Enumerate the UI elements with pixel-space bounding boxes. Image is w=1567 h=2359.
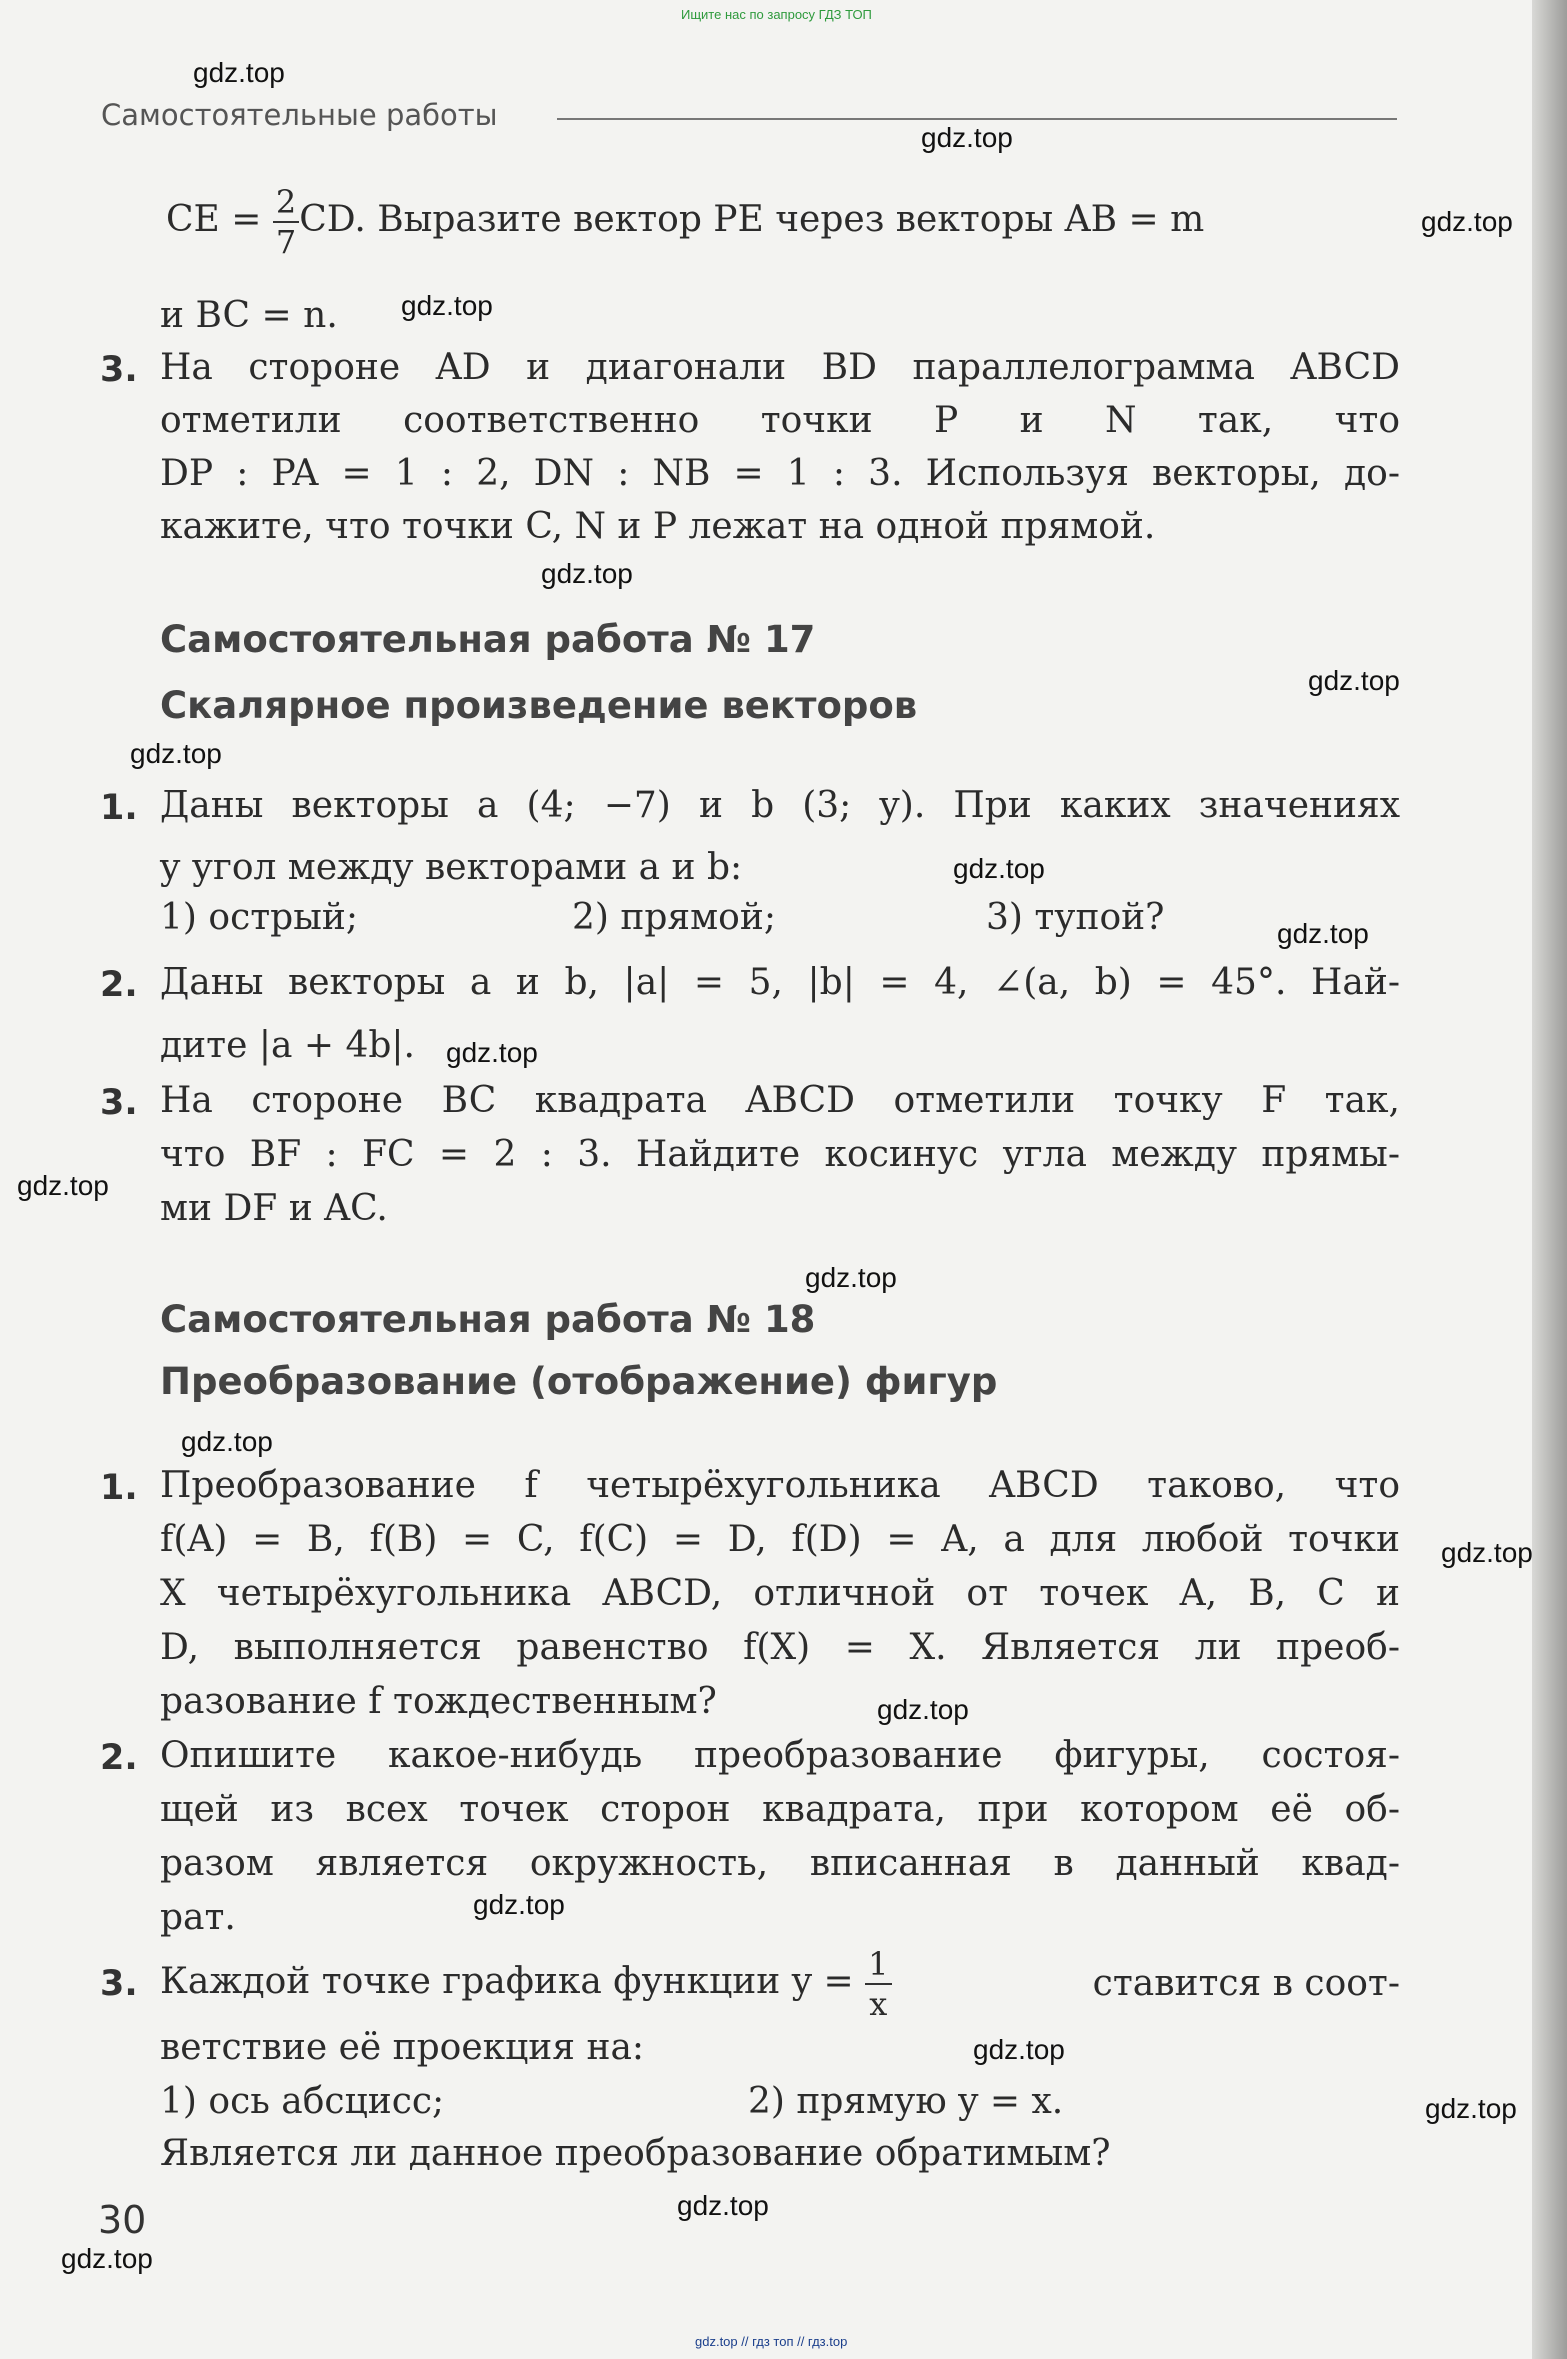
watermark: gdz.top: [61, 2243, 153, 2274]
task-line: На стороне BC квадрата ABCD отметили точку F так,: [160, 1080, 1400, 1121]
task-line: На стороне AD и диагонали BD параллелограмма ABCD: [160, 347, 1400, 388]
watermark: gdz.top: [541, 558, 633, 589]
watermark: gdz.top: [921, 122, 1013, 153]
watermark: gdz.top: [181, 1426, 273, 1457]
task-number: 1.: [100, 788, 138, 828]
watermark: gdz.top: [1277, 918, 1369, 949]
task-line: кажите, что точки C, N и P лежат на одной прямой.: [160, 506, 1156, 547]
page-number: 30: [98, 2198, 147, 2242]
task-line: D, выполняется равенство f(X) = X. Является ли преоб-: [160, 1627, 1400, 1668]
page-edge-shadow: [1532, 0, 1567, 2359]
fraction: $\frac{1}{x}$: [865, 1948, 891, 2020]
watermark: gdz.top: [1425, 2093, 1517, 2124]
watermark: gdz.top: [805, 1262, 897, 1293]
task-line: f(A) = B, f(B) = C, f(C) = D, f(D) = A, а для любой точки: [160, 1519, 1400, 1560]
header-rule: [557, 118, 1397, 120]
watermark: gdz.top: [446, 1037, 538, 1068]
task-line: ми DF и AC.: [160, 1188, 388, 1229]
answer-option: 2) прямую y = x.: [748, 2081, 1064, 2122]
task-line: щей из всех точек сторон квадрата, при котором её об-: [160, 1789, 1400, 1830]
task-line: рат.: [160, 1897, 236, 1938]
answer-option: 1) ось абсцисс;: [160, 2081, 445, 2122]
watermark: gdz.top: [877, 1694, 969, 1725]
answer-option: 1) острый;: [160, 897, 358, 938]
bottom-watermark: gdz.top // гдз топ // гдз.top: [695, 2334, 848, 2349]
task-line: ветствие её проекция на:: [160, 2027, 645, 2068]
section-heading: Самостоятельная работа № 18: [160, 1298, 816, 1341]
task-number: 3.: [100, 350, 138, 390]
task-line: и BC = n.: [160, 295, 338, 336]
watermark: gdz.top: [973, 2034, 1065, 2065]
section-title: Преобразование (отображение) фигур: [160, 1360, 998, 1403]
watermark: gdz.top: [130, 738, 222, 769]
task-number: 3.: [100, 1964, 138, 2004]
watermark: gdz.top: [193, 57, 285, 88]
task-line: X четырёхугольника ABCD, отличной от точек A, B, C и: [160, 1573, 1400, 1614]
watermark: gdz.top: [677, 2190, 769, 2221]
task-line: что BF : FC = 2 : 3. Найдите косинус угла между прямы-: [160, 1134, 1400, 1175]
task-number: 1.: [100, 1468, 138, 1508]
watermark: gdz.top: [401, 290, 493, 321]
task-line: дите |a + 4b|.: [160, 1025, 415, 1066]
task-line: Каждой точке графика функции y = $\frac{1}{x}$ ставится в соот-: [160, 1945, 1400, 2023]
task-number: 2.: [100, 965, 138, 1005]
watermark: gdz.top: [17, 1170, 109, 1201]
running-header: Самостоятельные работы: [101, 98, 498, 132]
task-line: Даны векторы a (4; −7) и b (3; y). При каких значениях: [160, 785, 1400, 826]
task-line: Опишите какое-нибудь преобразование фигуры, состоя-: [160, 1735, 1400, 1776]
fraction: $\frac{2}{7}$: [273, 186, 299, 258]
top-watermark: Ищите нас по запросу ГДЗ ТОП: [681, 7, 872, 22]
task-line: y угол между векторами a и b:: [160, 847, 743, 888]
section-title: Скалярное произведение векторов: [160, 684, 918, 727]
answer-option: 3) тупой?: [986, 897, 1165, 938]
task-line: разование f тождественным?: [160, 1681, 717, 1722]
task-line: разом является окружность, вписанная в данный квад-: [160, 1843, 1400, 1884]
watermark: gdz.top: [1421, 206, 1513, 237]
task-line: Даны векторы a и b, |a| = 5, |b| = 4, ∠(a, b) = 45°. Най-: [160, 962, 1400, 1003]
task-line: отметили соответственно точки P и N так, что: [160, 400, 1400, 441]
watermark: gdz.top: [1308, 665, 1400, 696]
task-line: DP : PA = 1 : 2, DN : NB = 1 : 3. Используя векторы, до-: [160, 453, 1400, 494]
watermark: gdz.top: [1441, 1537, 1533, 1568]
watermark: gdz.top: [953, 853, 1045, 884]
answer-option: 2) прямой;: [572, 897, 776, 938]
watermark: gdz.top: [473, 1889, 565, 1920]
task-line: Является ли данное преобразование обратимым?: [160, 2133, 1111, 2174]
task-line: CE = $\frac{2}{7}$ CD. Выразите вектор PE через векторы AB = m: [166, 183, 1205, 261]
task-number: 2.: [100, 1738, 138, 1778]
task-line: Преобразование f четырёхугольника ABCD таково, что: [160, 1465, 1400, 1506]
section-heading: Самостоятельная работа № 17: [160, 618, 816, 661]
task-number: 3.: [100, 1083, 138, 1123]
